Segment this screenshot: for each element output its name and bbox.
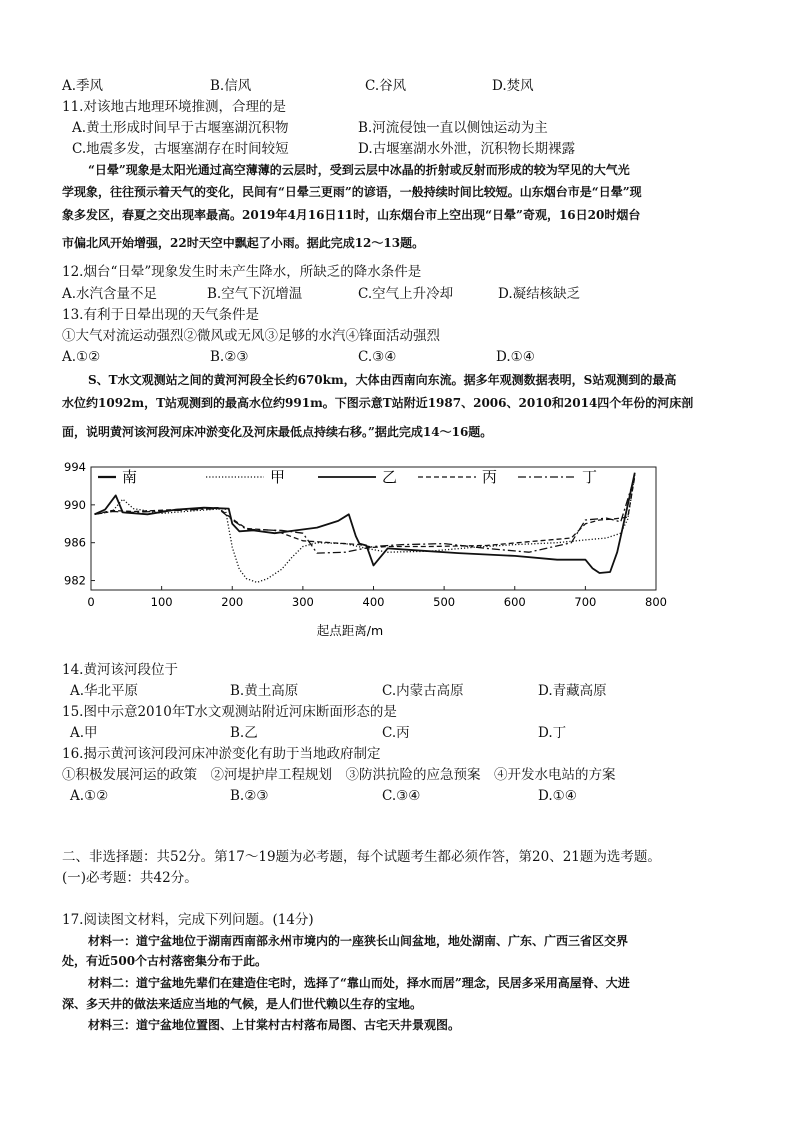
x-tick-label: 0 [87, 595, 95, 609]
q16-option-c: C.③④ [382, 788, 421, 804]
series-line-丙 [95, 477, 635, 548]
q17-stem: 17.阅读图文材料，完成下列问题。(14分) [62, 912, 314, 928]
q13-option-c: C.③④ [358, 349, 397, 365]
passage1-line-2: 学现象，往往预示着天气的变化，民间有“日晕三更雨”的谚语，一般持续时间比较短。山东烟台市是“日晕”现 [62, 185, 642, 199]
q13-option-a: A.①② [62, 349, 101, 365]
q17-material-2: 材料二：道宁盆地先辈们在建造住宅时，选择了“靠山而处，择水而居”理念，民居多采用高屋脊、大进 [88, 976, 630, 990]
q12-option-b: B.空气下沉增温 [207, 286, 303, 302]
section2-subheading: (一)必考题：共42分。 [62, 870, 198, 886]
q10-option-a: A.季风 [62, 78, 104, 94]
q17-material-2-cont: 深、多天井的做法来适应当地的气候，是人们世代赖以生存的宝地。 [62, 997, 423, 1011]
q16-stem: 16.揭示黄河该河段河床冲淤变化有助于当地政府制定 [62, 746, 381, 762]
q13-option-d: D.①④ [496, 349, 535, 365]
q15-option-b: B.乙 [230, 725, 258, 741]
q12-option-d: D.凝结核缺乏 [498, 286, 581, 302]
q14-option-b: B.黄土高原 [230, 683, 299, 699]
q14-option-c: C.内蒙古高原 [382, 683, 464, 699]
q13-option-b: B.②③ [210, 349, 249, 365]
legend-label: 丁 [582, 468, 598, 486]
series-line-甲 [95, 475, 635, 583]
series-line-乙 [95, 473, 635, 573]
q11-stem: 11.对该地古地理环境推测，合理的是 [62, 99, 286, 115]
legend-label: 丙 [482, 468, 498, 486]
q17-material-3: 材料三：道宁盆地位置图、上甘棠村古村落布局图、古宅天井景观图。 [88, 1018, 461, 1032]
q13-conditions: ①大气对流运动强烈②微风或无风③足够的水汽④锋面活动强烈 [62, 328, 440, 344]
q12-option-a: A.水汽含量不足 [62, 286, 158, 302]
passage2-line-3: 面，说明黄河该河段河床冲淤变化及河床最低点持续右移。”据此完成14～16题。 [62, 425, 493, 439]
legend-label: 乙 [382, 468, 398, 486]
y-tick-label: 994 [64, 460, 86, 474]
legend-label: 甲 [270, 468, 286, 486]
y-tick-label: 986 [64, 535, 86, 550]
q15-option-c: C.丙 [382, 725, 410, 741]
q11-option-c: C.地震多发，古堰塞湖存在时间较短 [72, 141, 289, 157]
x-tick-label: 500 [433, 595, 456, 609]
q14-option-d: D.青藏高原 [538, 683, 607, 699]
y-tick-label: 990 [64, 497, 86, 512]
q11-option-b: B.河流侵蚀一直以侧蚀运动为主 [358, 120, 548, 136]
y-tick-label: 982 [64, 573, 86, 588]
q16-option-b: B.②③ [230, 788, 269, 804]
q12-option-c: C.空气上升冷却 [358, 286, 454, 302]
plot-frame [91, 467, 656, 590]
q12-stem: 12.烟台“日晕”现象发生时未产生降水，所缺乏的降水条件是 [62, 264, 422, 280]
q10-option-c: C.谷风 [365, 78, 407, 94]
x-tick-label: 300 [291, 595, 314, 609]
q11-option-d: D.古堰塞湖水外泄，沉积物长期裸露 [358, 141, 576, 157]
q16-conditions: ①积极发展河运的政策 ②河堤护岸工程规划 ③防洪抗险的应急预案 ④开发水电站的方案 [62, 767, 616, 783]
x-tick-label: 800 [645, 595, 667, 609]
q13-stem: 13.有利于日晕出现的天气条件是 [62, 307, 259, 323]
x-tick-label: 700 [574, 595, 597, 609]
q15-stem: 15.图中示意2010年T水文观测站附近河床断面形态的是 [62, 704, 397, 720]
series-line-丁 [95, 477, 635, 554]
passage1-line-4: 市偏北风开始增强，22时天空中飘起了小雨。据此完成12～13题。 [62, 236, 425, 250]
q16-option-a: A.①② [70, 788, 109, 804]
passage2-line-2: 水位约1092m，T站观测到的最高水位约991m。下图示意T站附近1987、2006、2010和2014四个年份的河床剖 [62, 396, 694, 410]
q17-material-1: 材料一：道宁盆地位于湖南西南部永州市境内的一座狭长山间盆地，地处湖南、广东、广西三省区交界 [88, 934, 629, 948]
x-tick-label: 600 [503, 595, 526, 609]
section2-heading: 二、非选择题：共52分。第17～19题为必考题，每个试题考生都必须作答，第20、21题为选考题。 [62, 849, 661, 865]
passage1-line-3: 象多发区，春夏之交出现率最高。2019年4月16日11时，山东烟台市上空出现“日晕”奇观，16日20时烟台 [62, 208, 641, 222]
q16-option-d: D.①④ [538, 788, 577, 804]
q14-stem: 14.黄河该河段位于 [62, 662, 178, 678]
x-tick-label: 200 [221, 595, 244, 609]
q15-option-d: D.丁 [538, 725, 567, 741]
q10-option-d: D.焚风 [492, 78, 534, 94]
passage1-line-1: “日晕”现象是太阳光通过高空薄薄的云层时，受到云层中冰晶的折射或反射而形成的较为罕见的大气光 [88, 163, 630, 177]
q17-material-1-cont: 处，有近500个古村落密集分布于此。 [62, 954, 268, 968]
q15-option-a: A.甲 [70, 725, 98, 741]
q14-option-a: A.华北平原 [70, 683, 139, 699]
q10-option-b: B.信风 [210, 78, 252, 94]
legend-label: 南 [122, 468, 138, 486]
riverbed-profile-chart [56, 455, 676, 645]
x-tick-label: 100 [150, 595, 173, 609]
q11-option-a: A.黄土形成时间早于古堰塞湖沉积物 [72, 120, 289, 136]
x-axis-label: 起点距离/m [316, 623, 384, 638]
x-tick-label: 400 [362, 595, 385, 609]
passage2-line-1: S、T水文观测站之间的黄河河段全长约670km，大体由西南向东流。据多年观测数据表明，S站观测到的最高 [88, 373, 677, 387]
